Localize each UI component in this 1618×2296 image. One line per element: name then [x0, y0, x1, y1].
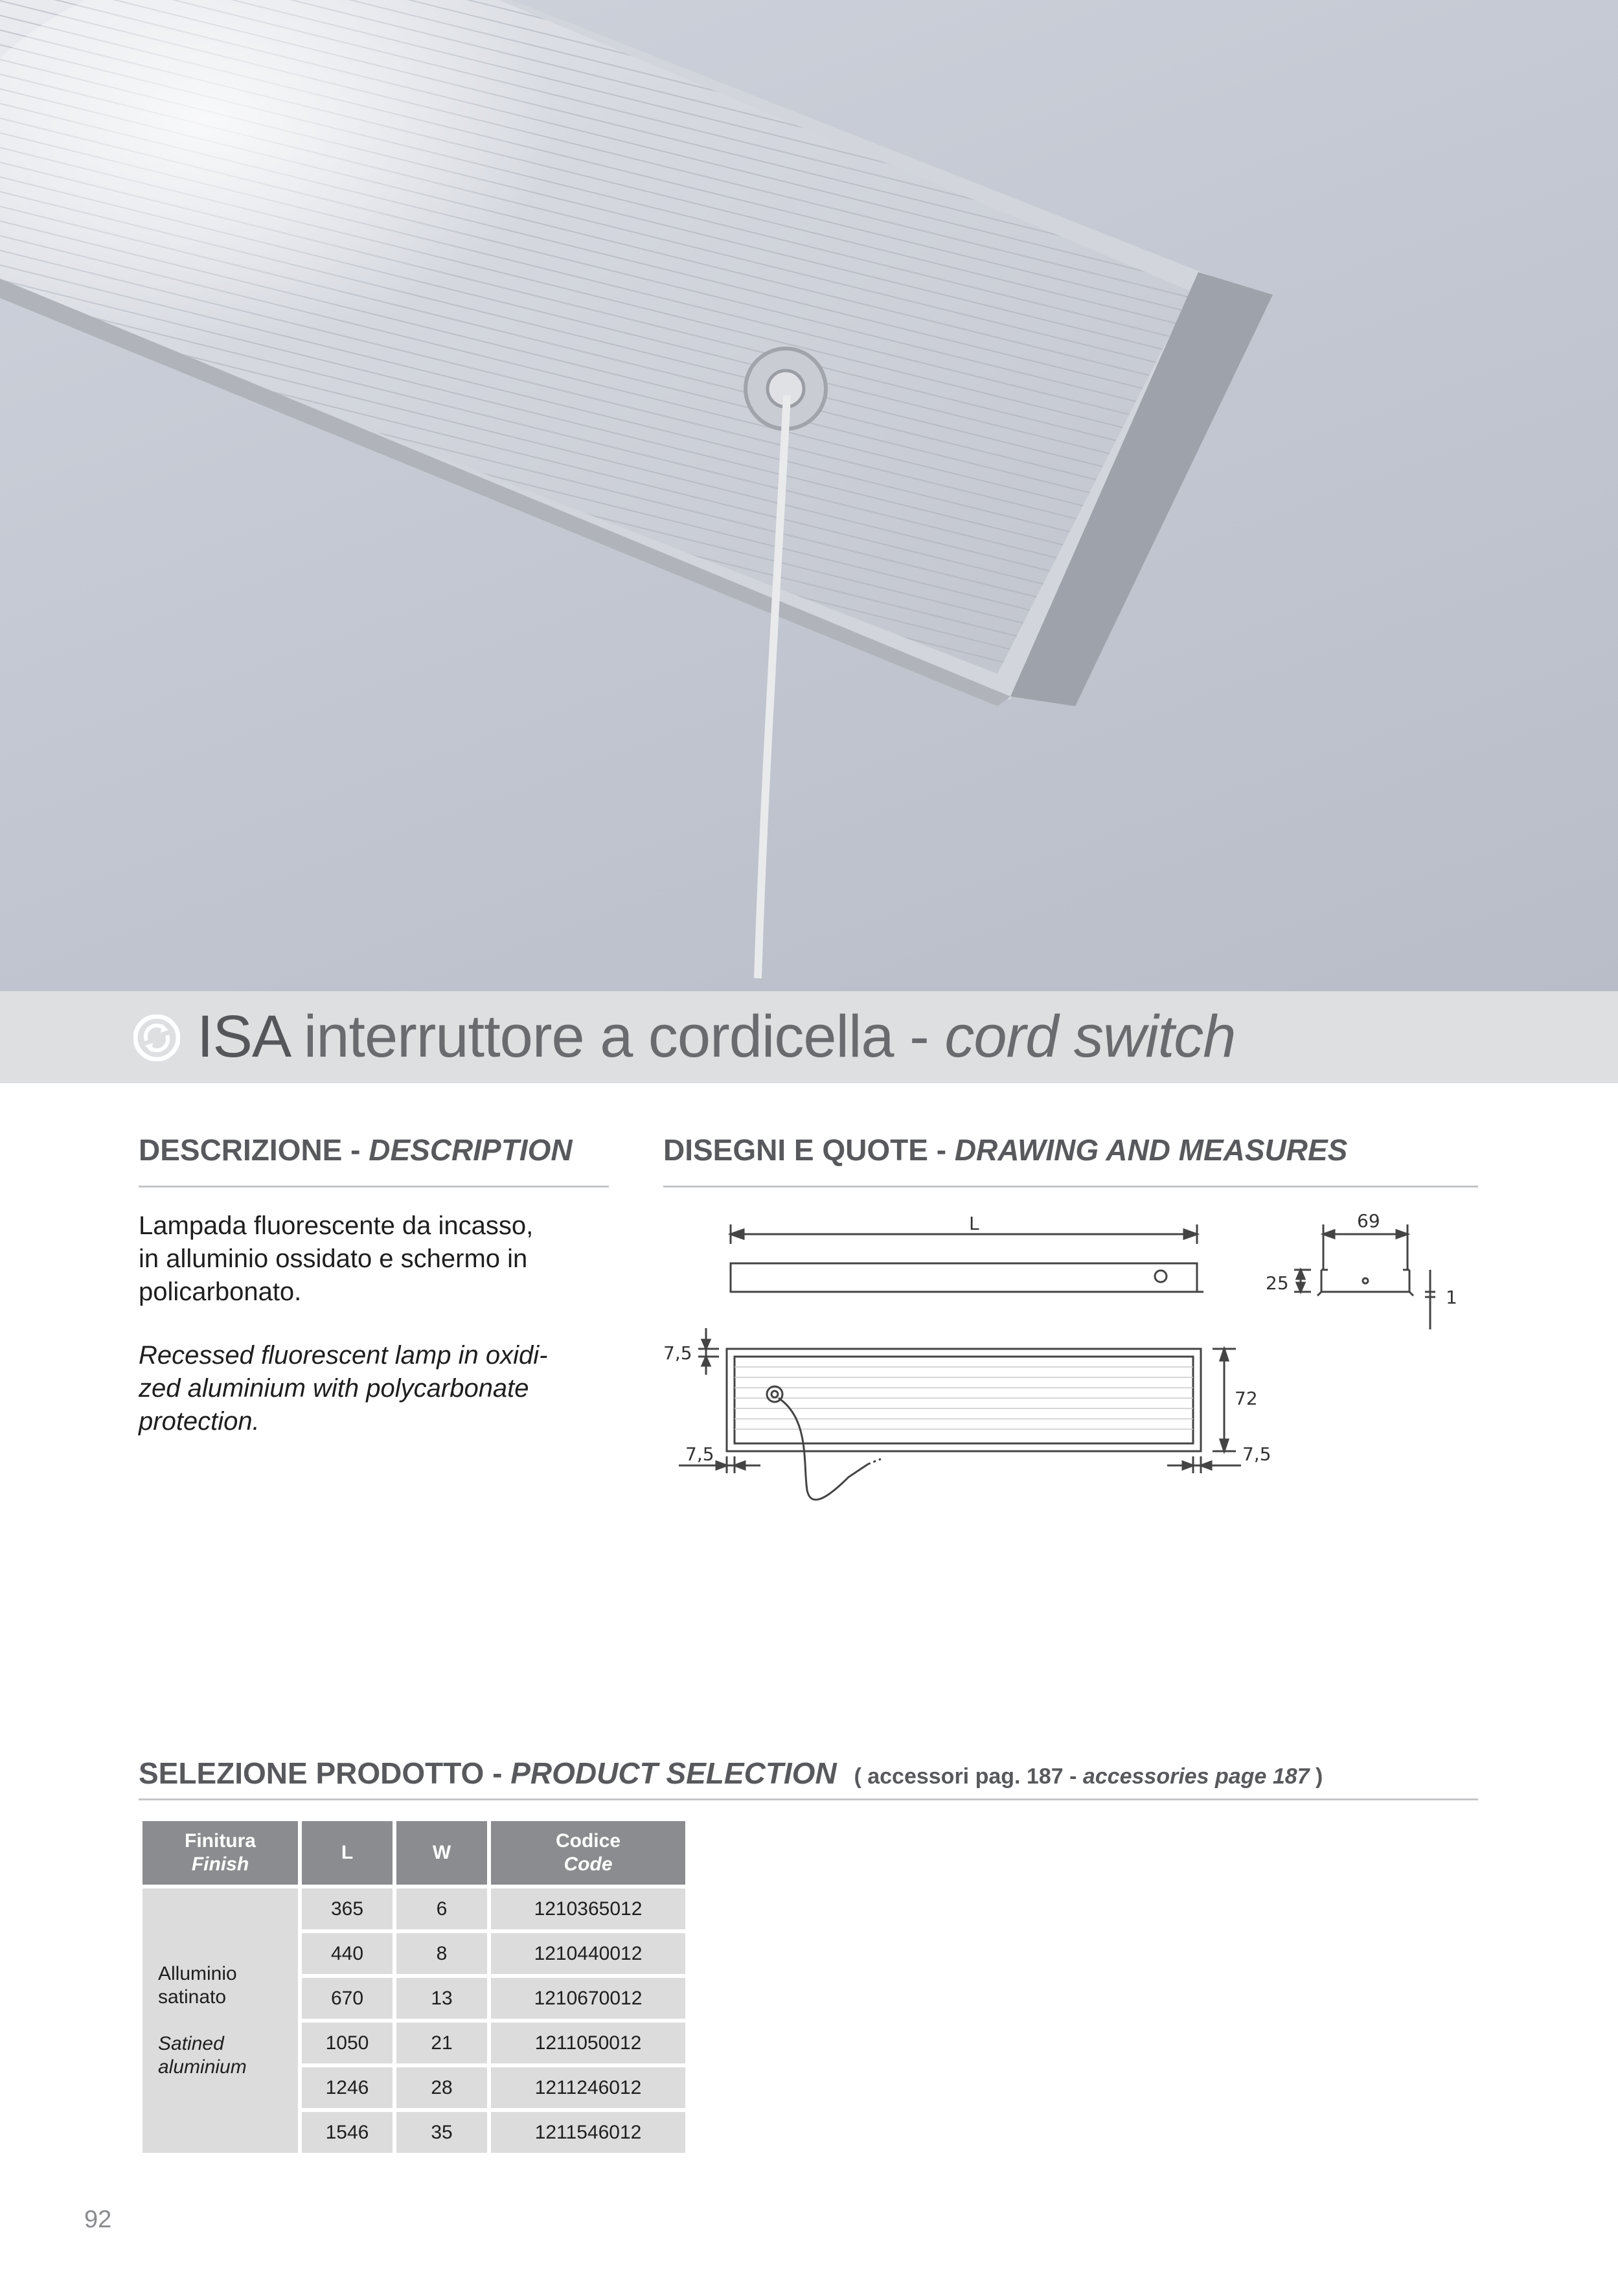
- drawing-heading: [663, 1132, 1347, 1167]
- cell-code: 1211246012: [491, 2067, 685, 2108]
- selection-heading-it: SELEZIONE PRODOTTO -: [139, 1756, 503, 1790]
- header-finish-it: Finitura: [185, 1830, 256, 1852]
- cell-w: 13: [396, 1978, 487, 2019]
- drawing-heading-en: DRAWING AND MEASURES: [954, 1133, 1348, 1167]
- table-row: [142, 1888, 685, 1929]
- header-code: [491, 1821, 685, 1885]
- cell-code: 1210365012: [491, 1888, 685, 1929]
- cell-l: 440: [302, 1933, 393, 1974]
- description-text-it: [139, 1210, 618, 1309]
- selection-note-close: ): [1316, 1764, 1323, 1789]
- product-selection-table: [139, 1817, 689, 2157]
- drawing-rule: [663, 1186, 1478, 1188]
- lamp-illustration: [0, 0, 1618, 991]
- label-length: L: [969, 1213, 979, 1234]
- cord-switch-icon: [133, 1015, 180, 1061]
- header-code-it: Codice: [555, 1830, 621, 1852]
- label-margin-left: 7,5: [685, 1443, 714, 1465]
- finish-it-line: satinato: [158, 1986, 227, 2008]
- label-height: 25: [1266, 1272, 1289, 1294]
- title-name-it: interruttore a cordicella -: [303, 1004, 929, 1070]
- drawing-heading-it: DISEGNI E QUOTE -: [663, 1133, 947, 1167]
- title-brand: ISA: [197, 1004, 288, 1070]
- label-depth: 72: [1235, 1388, 1258, 1409]
- cell-w: 21: [396, 2023, 487, 2063]
- cell-l: 365: [302, 1888, 393, 1929]
- product-photo: [0, 0, 1618, 991]
- label-width-top: 69: [1357, 1210, 1380, 1232]
- description-heading: [139, 1132, 573, 1167]
- cell-w: 8: [396, 1933, 487, 1974]
- selection-rule: [139, 1798, 1478, 1800]
- end-view-profile: [1321, 1270, 1409, 1292]
- selection-note: [854, 1764, 1323, 1789]
- description-rule: [139, 1186, 609, 1188]
- header-finish: [142, 1821, 298, 1885]
- label-lip: 1: [1446, 1287, 1457, 1308]
- header-code-en: Code: [564, 1854, 613, 1875]
- label-margin-top: 7,5: [663, 1342, 692, 1364]
- cell-code: 1211546012: [491, 2112, 685, 2153]
- description-line: zed aluminium with polycarbonate: [139, 1374, 529, 1403]
- cell-l: 670: [302, 1978, 393, 2019]
- description-line: protection.: [139, 1407, 260, 1436]
- selection-note-en: accessories page 187: [1082, 1764, 1310, 1789]
- selection-heading-en: PRODUCT SELECTION: [510, 1756, 837, 1790]
- header-w: W: [396, 1821, 487, 1885]
- technical-drawing: [654, 1205, 1490, 1516]
- description-line: Lampada fluorescente da incasso,: [139, 1211, 534, 1240]
- header-finish-en: Finish: [191, 1854, 249, 1875]
- description-line: policarbonato.: [139, 1278, 302, 1306]
- cell-code: 1210440012: [491, 1933, 685, 1974]
- label-margin-right: 7,5: [1242, 1443, 1271, 1465]
- cord-line: [779, 1398, 868, 1500]
- selection-note-open: ( accessori pag. 187 -: [854, 1764, 1077, 1789]
- finish-en-line: Satined: [158, 2033, 224, 2054]
- description-heading-en: DESCRIPTION: [369, 1133, 573, 1167]
- cell-w: 6: [396, 1888, 487, 1929]
- switch-hole: [1155, 1270, 1167, 1282]
- cell-l: 1050: [302, 2023, 393, 2063]
- cell-l: 1246: [302, 2067, 393, 2108]
- page-title: [197, 1001, 1235, 1072]
- table-header-row: [142, 1821, 685, 1885]
- finish-en-line: aluminium: [158, 2056, 247, 2078]
- description-heading-it: DESCRIZIONE -: [139, 1133, 361, 1167]
- cell-code: 1211050012: [491, 2023, 685, 2063]
- finish-it-line: Alluminio: [158, 1963, 237, 1984]
- top-view-frame: [727, 1349, 1201, 1451]
- description-line: in alluminio ossidato e schermo in: [139, 1245, 528, 1273]
- page-number: 92: [84, 2206, 112, 2233]
- side-view-profile: [731, 1263, 1197, 1292]
- cell-l: 1546: [302, 2112, 393, 2153]
- cell-code: 1210670012: [491, 1978, 685, 2019]
- description-text-en: [139, 1339, 618, 1438]
- description-line: Recessed fluorescent lamp in oxidi-: [139, 1341, 548, 1370]
- cell-w: 28: [396, 2067, 487, 2108]
- header-l: L: [302, 1821, 393, 1885]
- title-name-en: cord switch: [944, 1004, 1236, 1070]
- selection-heading: [139, 1756, 1323, 1791]
- cell-w: 35: [396, 2112, 487, 2153]
- finish-cell: [142, 1888, 298, 2153]
